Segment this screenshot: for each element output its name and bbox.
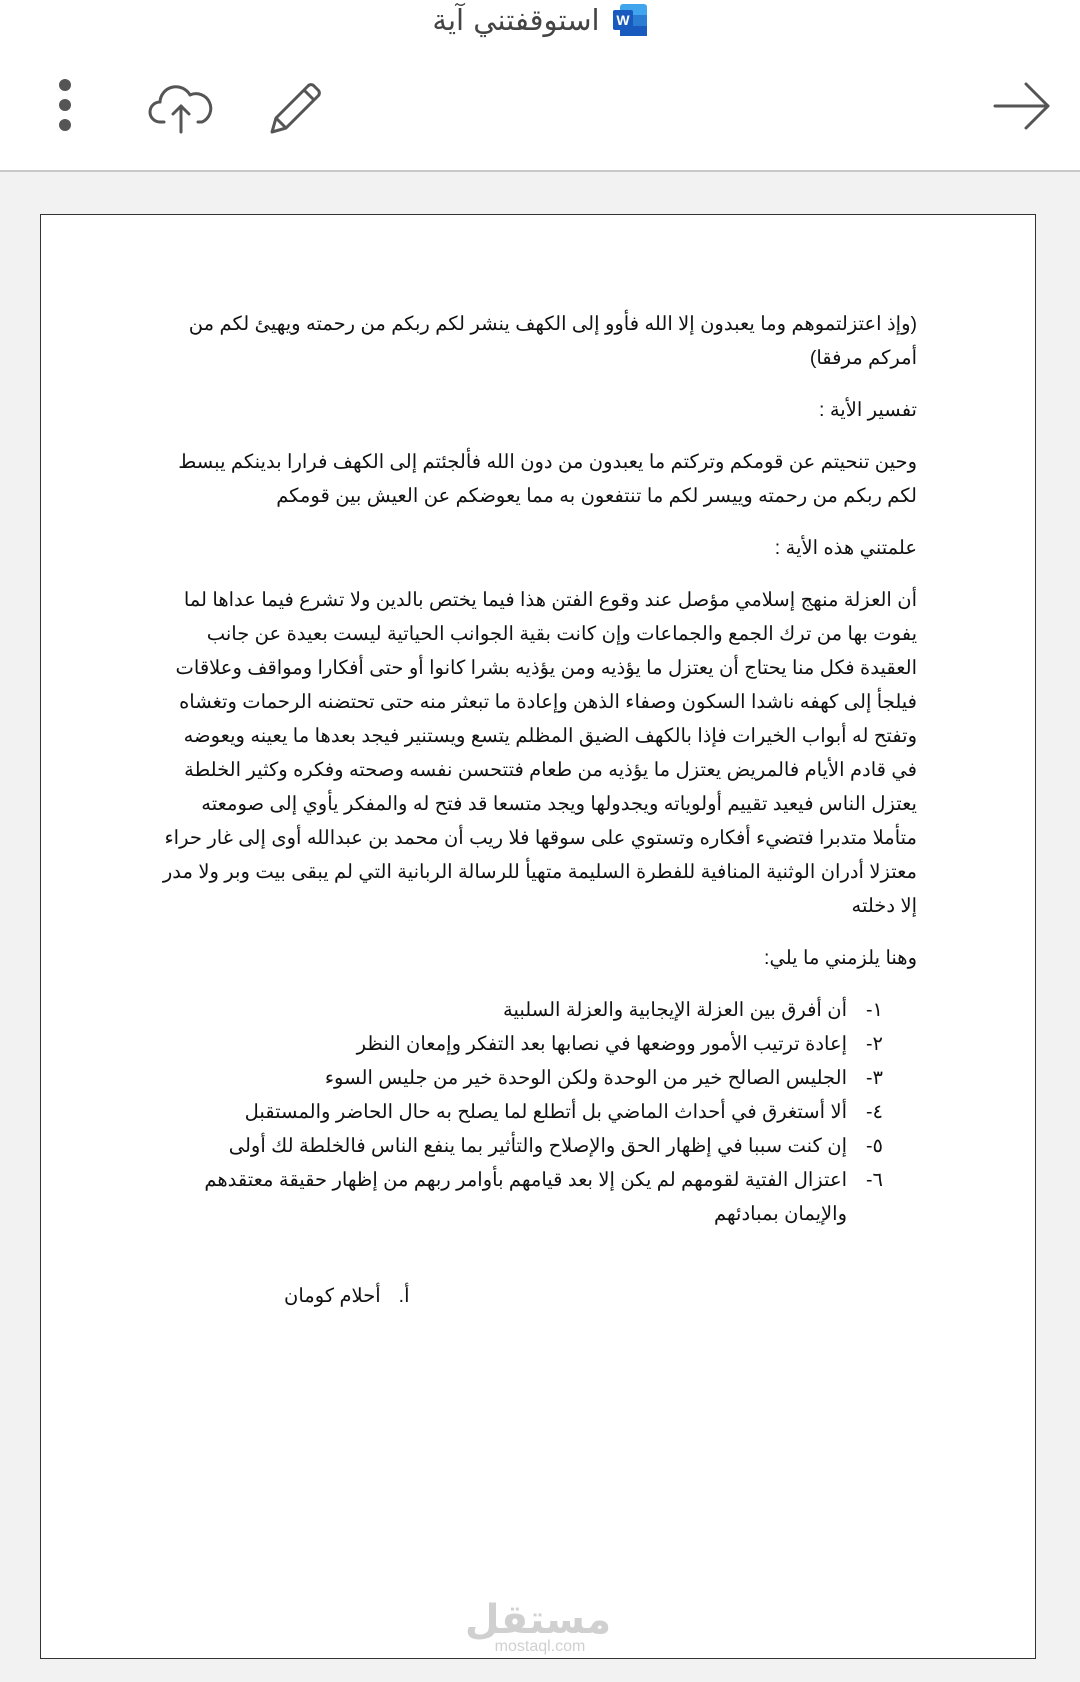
obligations-list xyxy=(157,993,917,1231)
forward-button[interactable] xyxy=(990,78,1054,134)
svg-text:W: W xyxy=(616,12,630,28)
list-item-number: ٥- xyxy=(866,1135,883,1157)
pencil-icon xyxy=(264,78,324,138)
list-item-text: إن كنت سببا في إظهار الحق والإصلاح والتأثير بما ينفع الناس فالخلطة لك أولى xyxy=(228,1135,847,1157)
cloud-upload-icon xyxy=(148,82,214,134)
list-item xyxy=(157,1095,917,1129)
list-item-text: أن أفرق بين العزلة الإيجابية والعزلة السلبية xyxy=(503,999,847,1021)
watermark-arabic: مستقل xyxy=(464,1597,612,1643)
more-vertical-icon xyxy=(55,77,75,133)
list-item-number: ٦- xyxy=(866,1169,883,1191)
list-item-text: ألا أستغرق في أحداث الماضي بل أتطلع لما يصلح به حال الحاضر والمستقبل xyxy=(244,1101,847,1123)
upload-button[interactable] xyxy=(146,78,216,138)
word-app-icon xyxy=(612,3,648,37)
obligations-heading: وهنا يلزمني ما يلي: xyxy=(764,947,917,969)
list-item-text: الجليس الصالح خير من الوحدة ولكن الوحدة خير من جليس السوء xyxy=(324,1067,847,1089)
list-item xyxy=(157,993,917,1027)
list-item-number: ٤- xyxy=(866,1101,883,1123)
list-item xyxy=(157,1027,917,1061)
lesson-heading: علمتني هذه الأية : xyxy=(774,537,917,559)
tafsir-paragraph: وحين تنحيتم عن قومكم وتركتم ما يعبدون من دون الله فألجئتم إلى الكهف فرارا بدينكم يبسط لكم ربكم من رحمته وييسر لكم ما تنتفعون به مما يعوضكم عن العيش بين قومكم xyxy=(178,451,917,507)
arrow-right-icon xyxy=(992,81,1052,131)
list-item-number: ٢- xyxy=(866,1033,883,1055)
edit-button[interactable] xyxy=(262,76,326,140)
title-bar xyxy=(0,0,1080,40)
top-toolbar xyxy=(0,0,1080,172)
document-viewer[interactable] xyxy=(0,172,1080,1682)
lesson-paragraph: أن العزلة منهج إسلامي مؤصل عند وقوع الفتن هذا فيما يختص بالدين ولا تشرع فيما عداها لما يفوت بها من ترك الجمع والجماعات وإن كانت بقية الجوانب الحياتية ليست بعيدة عن جانب العقيدة فكل منا يحتاج أن يعتزل ما يؤذيه ومن يؤذيه بشرا كانوا أو حتى أفكارا ومواقف وعلاقات فيلجأ إلى كهفه ناشدا السكون وصفاء الذهن وإعادة ما تبعثر منه حتى تحتضنه الرحمات وتغشاه وتفتح له أبواب الخيرات فإذا بالكهف الضيق المظلم يتسع ويستنير فيجد بعدها ما يعينه ويعوضه في قادم الأيام فالمريض يعتزل ما يؤذيه من طعام فتتحسن نفسه وصحته وفكره وكثير الخلطة يعتزل الناس فيعيد تقييم أولوياته ويجدولها ويجد متسعا قد فتح له والمفكر يأوي إلى صومعته متأملا متدبرا فتضيء أفكاره وتستوي على سوقها فلا ريب أن محمد بن عبدالله أوى إلى غار حراء معتزلا أدران الوثنية المنافية للفطرة السليمة متهيأ للرسالة الربانية التي لم يبقى بيت وبر ولا مدر إلا دخلته xyxy=(162,589,917,917)
list-item-text: اعتزال الفتية لقومهم لم يكن إلا بعد قيامهم بأوامر ربهم من إظهار حقيقة معتقدهم والإيمان بمبادئهم xyxy=(204,1169,847,1225)
verse-paragraph: (وإذ اعتزلتموهم وما يعبدون إلا الله فأوو إلى الكهف ينشر لكم ربكم من رحمته ويهيئ لكم من أمركم مرفقا) xyxy=(188,313,917,369)
list-item xyxy=(157,1061,917,1095)
list-item xyxy=(157,1163,917,1231)
tafsir-heading: تفسير الأية : xyxy=(818,399,917,421)
signature-prefix: أ. xyxy=(398,1285,410,1307)
document-page xyxy=(40,214,1036,1659)
document-body xyxy=(157,307,917,1231)
signature-name: أحلام كومان xyxy=(284,1285,381,1307)
signature xyxy=(284,1284,410,1308)
list-item-number: ١- xyxy=(866,999,883,1021)
watermark-latin: mostaql.com xyxy=(494,1638,586,1655)
list-item-text: إعادة ترتيب الأمور ووضعها في نصابها بعد التفكر وإمعان النظر xyxy=(356,1033,847,1055)
list-item xyxy=(157,1129,917,1163)
more-options-button[interactable] xyxy=(44,70,86,140)
document-title: استوقفتني آية xyxy=(432,3,600,37)
list-item-number: ٣- xyxy=(866,1067,883,1089)
